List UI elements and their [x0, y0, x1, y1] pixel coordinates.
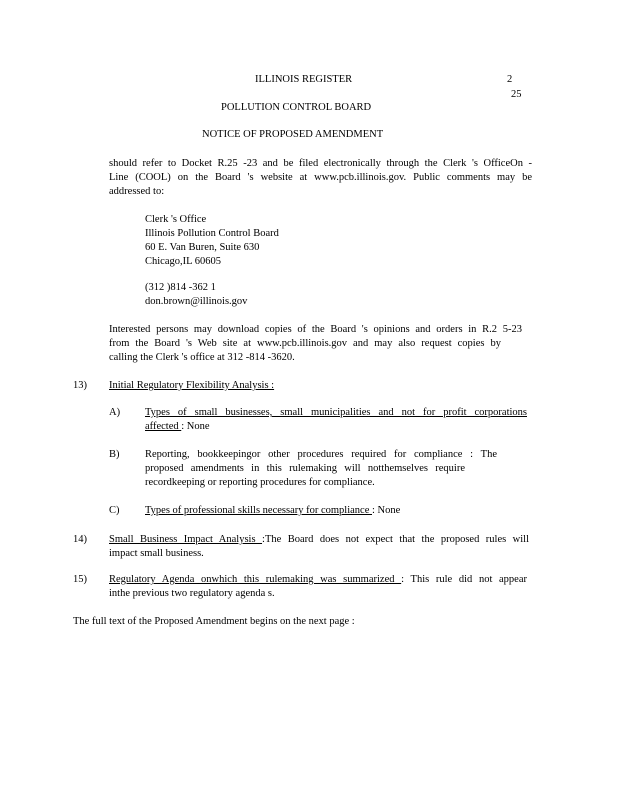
item-13c-text [145, 504, 400, 518]
address-block [145, 213, 279, 269]
agency-title: POLLUTION CONTROL BOARD [221, 102, 372, 113]
item-14-line-2: impact small business. [109, 548, 204, 559]
item-14-text [109, 533, 529, 561]
download-line-1: Interested persons may download copies of the Board 's opinions and orders in R.2 5-23 [109, 324, 522, 335]
item-13b-letter: B) [109, 449, 120, 460]
issue-number: 2 [507, 74, 513, 85]
download-paragraph [109, 323, 522, 365]
item-15-number: 15) [73, 574, 87, 585]
address-line-2: Illinois Pollution Control Board [145, 228, 279, 239]
page-number: 25 [511, 89, 522, 100]
item-15-heading: Regulatory Agenda onwhich this rulemaking was summarized [109, 574, 402, 585]
item-13c-heading: Types of professional skills necessary for compliance [145, 505, 372, 516]
intro-line-2: Line (COOL) on the Board 's website at www.pcb.illinois.gov. Public comments may be [109, 172, 532, 183]
download-line-3: calling the Clerk 's office at 312 -814 -3620. [109, 352, 295, 363]
item-15-text [109, 573, 527, 601]
item-13b-line-1: Reporting, bookkeepingor other procedures required for compliance : The [145, 449, 497, 460]
item-13c-letter: C) [109, 505, 120, 516]
contact-block [145, 281, 247, 309]
item-13c-answer: : None [372, 505, 401, 516]
address-line-4: Chicago,IL 60605 [145, 256, 222, 267]
item-13a-text [145, 406, 527, 434]
closing-line: The full text of the Proposed Amendment begins on the next page : [73, 616, 355, 627]
item-13b-text [145, 448, 497, 490]
email-address: don.brown@illinois.gov [145, 296, 248, 307]
item-13a-affected: affected [145, 421, 182, 432]
item-13a-line-1: Types of small businesses, small municipalities and not for profit corporations [145, 407, 527, 418]
item-14-line-1: :The Board does not expect that the proposed rules will [262, 534, 529, 545]
address-line-1: Clerk 's Office [145, 214, 207, 225]
download-line-2: from the Board 's Web site at www.pcb.illinois.gov and may also request copies by [109, 338, 501, 349]
item-13b-line-3: recordkeeping or reporting procedures for compliance. [145, 477, 375, 488]
item-13b-line-2: proposed amendments in this rulemaking will notthemselves require [145, 463, 465, 474]
intro-paragraph [109, 157, 532, 199]
item-13-number: 13) [73, 380, 87, 391]
item-14-number: 14) [73, 534, 87, 545]
phone-number: (312 )814 -362 1 [145, 282, 216, 293]
address-line-3: 60 E. Van Buren, Suite 630 [145, 242, 260, 253]
item-13a-letter: A) [109, 407, 121, 418]
item-13a-answer: : None [181, 421, 210, 432]
item-15-line-1: : This rule did not appear [401, 574, 527, 585]
intro-line-3: addressed to: [109, 186, 165, 197]
item-13-heading: Initial Regulatory Flexibility Analysis : [109, 380, 275, 391]
register-title: ILLINOIS REGISTER [255, 74, 353, 85]
item-15-line-2: inthe previous two regulatory agenda s. [109, 588, 275, 599]
notice-title: NOTICE OF PROPOSED AMENDMENT [202, 129, 384, 140]
intro-line-1: should refer to Docket R.25 -23 and be filed electronically through the Clerk 's OfficeOn - [109, 158, 532, 169]
item-14-heading: Small Business Impact Analysis [109, 534, 263, 545]
